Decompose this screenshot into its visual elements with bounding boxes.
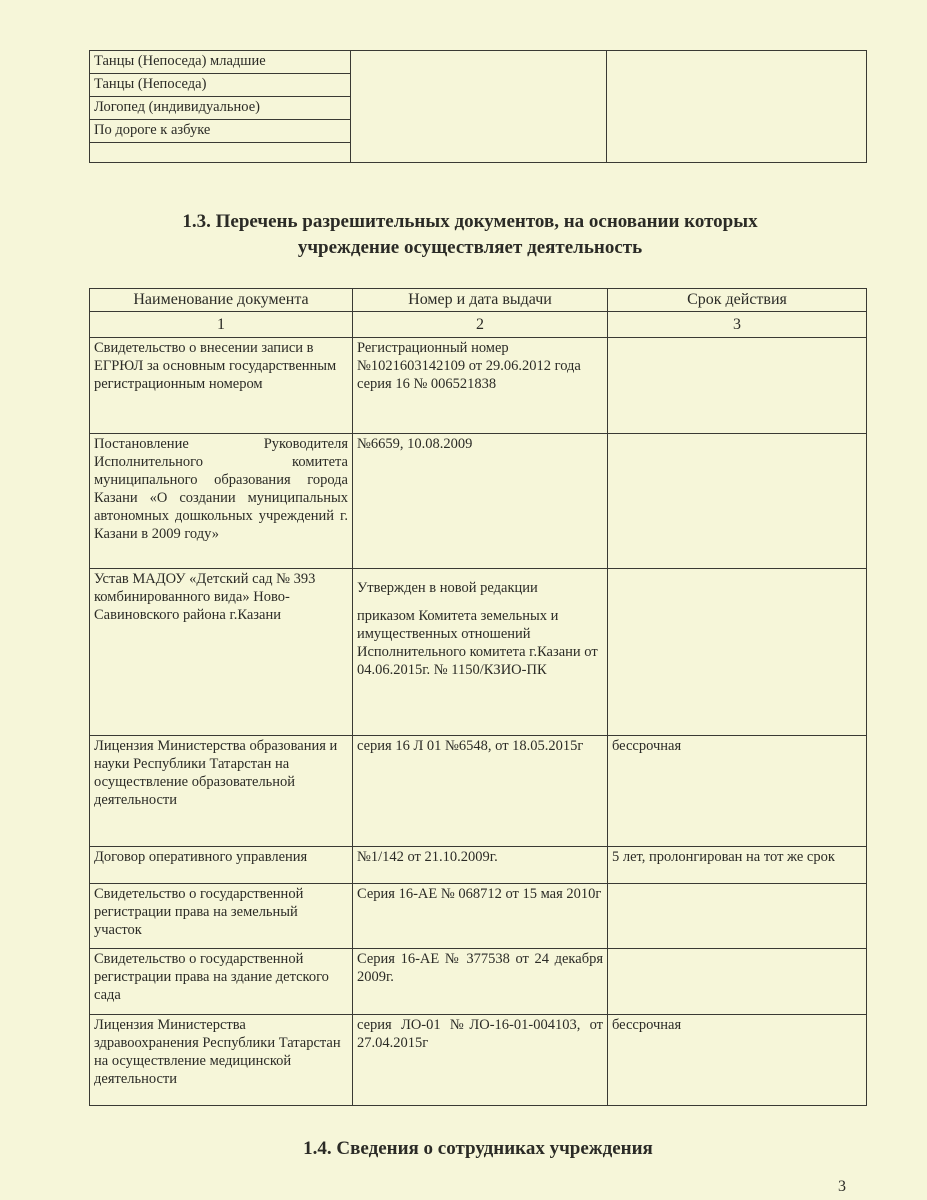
section-title: 1.3. Перечень разрешительных документов, на основании которых [182, 211, 758, 232]
doc-term: 5 лет, пролонгирован на тот же срок [608, 847, 867, 884]
activities-table [89, 50, 867, 163]
doc-name: Постановление Руководителя Исполнительного комитета муниципального образования города Казани «О создании муниципальных автономных дошкольных учреждений г. Казани в 2009 году» [90, 434, 353, 569]
table-row [90, 569, 867, 736]
documents-table [89, 288, 867, 1106]
table-row [90, 1015, 867, 1106]
table-row [90, 847, 867, 884]
doc-name: Лицензия Министерства образования и науки Республики Татарстан на осуществление образовательной деятельности [90, 736, 353, 847]
doc-term [608, 569, 867, 736]
header-term: Срок действия [608, 289, 867, 312]
table-row [90, 434, 867, 569]
doc-term: бессрочная [608, 736, 867, 847]
section-title-line2: учреждение осуществляет деятельность [297, 237, 643, 258]
doc-name: Лицензия Министерства здравоохранения Республики Татарстан на осуществление медицинской деятельности [90, 1015, 353, 1106]
doc-number: Регистрационный номер №1021603142109 от 29.06.2012 года серия 16 № 006521838 [353, 338, 608, 434]
doc-name: Свидетельство о государственной регистрации права на здание детского сада [90, 949, 353, 1015]
empty-cell [351, 51, 607, 163]
header-name: Наименование документа [90, 289, 353, 312]
activity-cell: Танцы (Непоседа) младшие [90, 51, 351, 74]
activity-cell: По дороге к азбуке [90, 120, 351, 143]
doc-number-cell [353, 569, 608, 736]
doc-number: серия 16 Л 01 №6548, от 18.05.2015г [353, 736, 608, 847]
doc-number: №1/142 от 21.10.2009г. [353, 847, 608, 884]
table-row [90, 949, 867, 1015]
doc-number: Серия 16-АЕ № 068712 от 15 мая 2010г [353, 884, 608, 949]
doc-number: №6659, 10.08.2009 [353, 434, 608, 569]
page-number: 3 [838, 1178, 846, 1195]
activity-cell: Логопед (индивидуальное) [90, 97, 351, 120]
doc-name: Договор оперативного управления [90, 847, 353, 884]
doc-number: серия ЛО-01 №ЛО-16-01-004103, от 27.04.2015г [353, 1015, 608, 1106]
doc-name: Свидетельство о внесении записи в ЕГРЮЛ за основным государственным регистрационным номером [90, 338, 353, 434]
doc-number-line1: Утвержден в новой редакции [357, 580, 538, 596]
doc-number: Серия 16-АЕ № 377538 от 24 декабря 2009г. [353, 949, 608, 1015]
doc-number: приказом Комитета земельных и имущественных отношений Исполнительного комитета г.Казани от 04.06.2015г. № 1150/КЗИО-ПК [357, 608, 598, 678]
table-row [90, 51, 867, 74]
column-number-row [90, 312, 867, 338]
doc-term: бессрочная [608, 1015, 867, 1106]
doc-name: Свидетельство о государственной регистрации права на земельный участок [90, 884, 353, 949]
doc-term [608, 338, 867, 434]
activity-cell [90, 143, 351, 163]
empty-cell [607, 51, 867, 163]
table-row [90, 338, 867, 434]
table-row [90, 884, 867, 949]
doc-term [608, 949, 867, 1015]
col-number: 1 [90, 312, 353, 338]
col-number: 2 [353, 312, 608, 338]
doc-term [608, 434, 867, 569]
header-number: Номер и дата выдачи [353, 289, 608, 312]
doc-name: Устав МАДОУ «Детский сад № 393 комбинированного вида» Ново-Савиновского района г.Казани [90, 569, 353, 736]
col-number: 3 [608, 312, 867, 338]
header-row [90, 289, 867, 312]
activity-cell: Танцы (Непоседа) [90, 74, 351, 97]
doc-term [608, 884, 867, 949]
section-title: 1.4. Сведения о сотрудниках учреждения [303, 1138, 653, 1159]
table-row [90, 736, 867, 847]
